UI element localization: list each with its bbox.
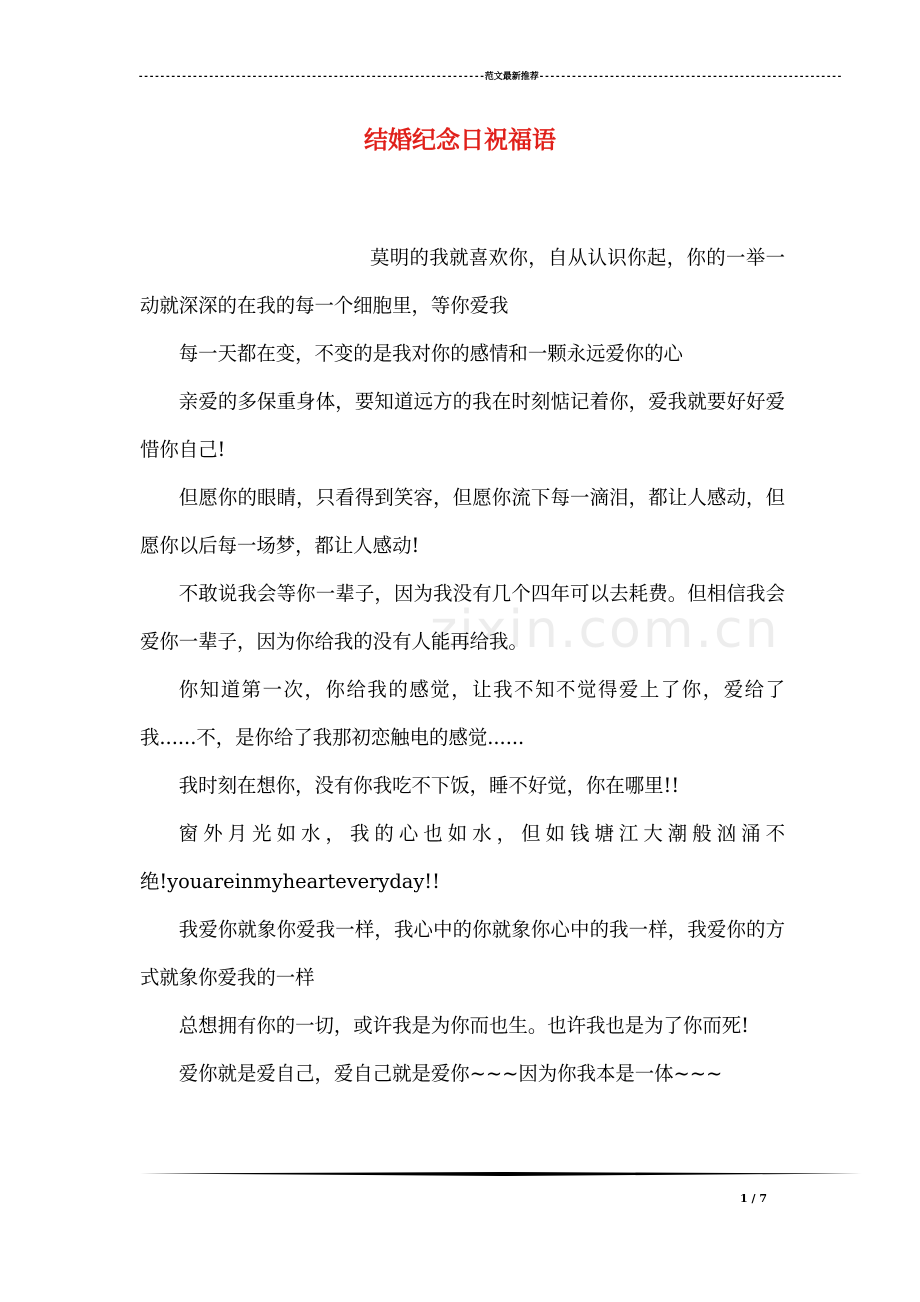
header-dashes-left: ---------------------------------------------------------------- <box>138 72 485 82</box>
paragraph: 我爱你就象你爱我一样，我心中的你就象你心中的我一样，我爱你的方式就象你爱我的一样 <box>140 918 785 989</box>
paragraph: 爱你就是爱自己，爱自己就是爱你~~~因为你我本是一体~~~ <box>178 1062 723 1085</box>
paragraph: 莫明的我就喜欢你，自从认识你起，你的一举一动就深深的在我的每一个细胞里，等你爱我 <box>140 246 785 317</box>
page-number: 1 / 7 <box>740 1192 767 1205</box>
paragraph: 窗外月光如水，我的心也如水，但如钱塘江大潮般汹涌不绝!youareinmyhearteveryday!! <box>140 822 785 893</box>
paragraph: 你知道第一次，你给我的感觉，让我不知不觉得爱上了你，爱给了我......不，是你给了我那初恋触电的感觉...... <box>140 678 785 749</box>
paragraph: 每一天都在变，不变的是我对你的感情和一颗永远爱你的心 <box>178 342 683 365</box>
paragraph: 但愿你的眼睛，只看得到笑容，但愿你流下每一滴泪，都让人感动，但愿你以后每一场梦，都让人感动! <box>140 486 785 557</box>
paragraph: 我时刻在想你，没有你我吃不下饭，睡不好觉，你在哪里!! <box>178 774 680 797</box>
paragraph: 总想拥有你的一切，或许我是为你而也生。也许我也是为了你而死! <box>178 1014 749 1037</box>
paragraph: 亲爱的多保重身体，要知道远方的我在时刻惦记着你，爱我就要好好爱惜你自己! <box>140 390 785 461</box>
document-body <box>140 234 785 1098</box>
watermark: zixin.com.cn <box>430 600 780 660</box>
header-dashes-right: -------------------------------------------------------- <box>538 72 843 82</box>
document-title: 结婚纪念日祝福语 <box>364 125 556 154</box>
footer-rule <box>140 1172 862 1176</box>
header-label: 范文最新推荐 <box>484 72 539 82</box>
paragraph: 不敢说我会等你一辈子，因为我没有几个四年可以去耗费。但相信我会爱你一辈子，因为你给我的没有人能再给我。 <box>140 582 785 653</box>
header-rule <box>138 69 843 85</box>
